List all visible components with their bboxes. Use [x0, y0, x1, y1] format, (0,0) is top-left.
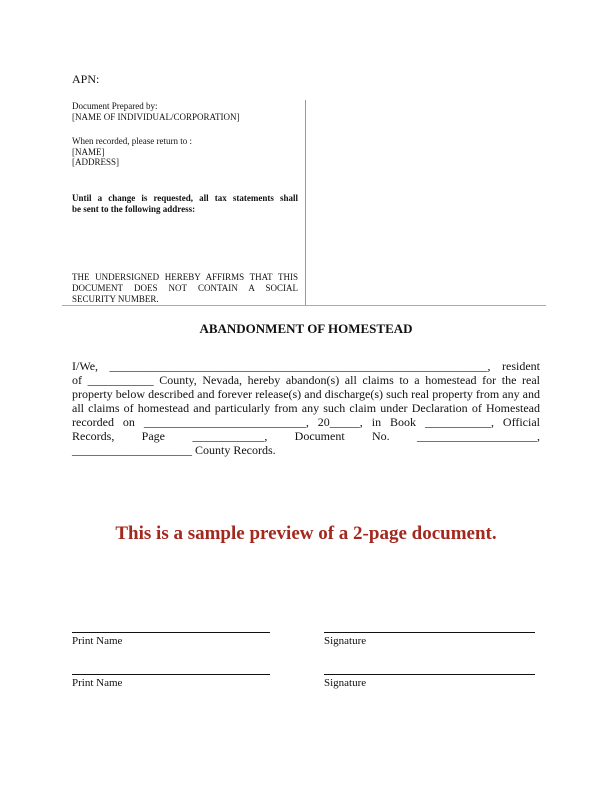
return-address: [ADDRESS]	[72, 157, 120, 167]
signature-line	[324, 632, 535, 633]
return-to-label: When recorded, please return to :	[72, 136, 192, 146]
prepared-by-label: Document Prepared by:	[72, 101, 158, 111]
signature-line	[324, 674, 535, 675]
body-line: recorded on ___________________________, 20_____, in Book ___________, Official	[72, 415, 540, 429]
affirmation-line: DOCUMENT DOES NOT CONTAIN A SOCIAL	[72, 283, 298, 293]
header-divider-vertical	[305, 100, 306, 306]
document-title: ABANDONMENT OF HOMESTEAD	[199, 321, 413, 336]
apn-label: APN:	[72, 72, 100, 86]
print-name-line	[72, 632, 270, 633]
print-name-line	[72, 674, 270, 675]
print-name-label: Print Name	[72, 677, 123, 689]
body-line: property below described and forever release(s) and discharge(s) such real property from any and	[72, 387, 540, 401]
tax-statement-line: Until a change is requested, all tax statements shall	[72, 193, 298, 203]
affirmation-line: THE UNDERSIGNED HEREBY AFFIRMS THAT THIS	[72, 272, 298, 282]
body-line: of ___________ County, Nevada, hereby abandon(s) all claims to a homestead for the real	[72, 373, 540, 387]
header-divider-horizontal	[62, 305, 546, 306]
signature-label: Signature	[324, 677, 367, 689]
return-name: [NAME]	[72, 147, 105, 157]
affirmation-line: SECURITY NUMBER.	[72, 294, 159, 304]
signature-label: Signature	[324, 635, 367, 647]
body-line: Records, Page ____________, Document No. ____________________,	[72, 429, 540, 443]
preview-notice: This is a sample preview of a 2-page document.	[115, 523, 497, 544]
print-name-label: Print Name	[72, 635, 123, 647]
body-line: ____________________ County Records.	[72, 443, 276, 457]
body-line: I/We, _______________________________________________________________, resident	[72, 359, 540, 373]
body-line: all claims of homestead and particularly from any such claim under Declaration of Homestead	[72, 401, 540, 415]
prepared-by-value: [NAME OF INDIVIDUAL/CORPORATION]	[72, 112, 240, 122]
tax-statement-line: be sent to the following address:	[72, 204, 196, 214]
